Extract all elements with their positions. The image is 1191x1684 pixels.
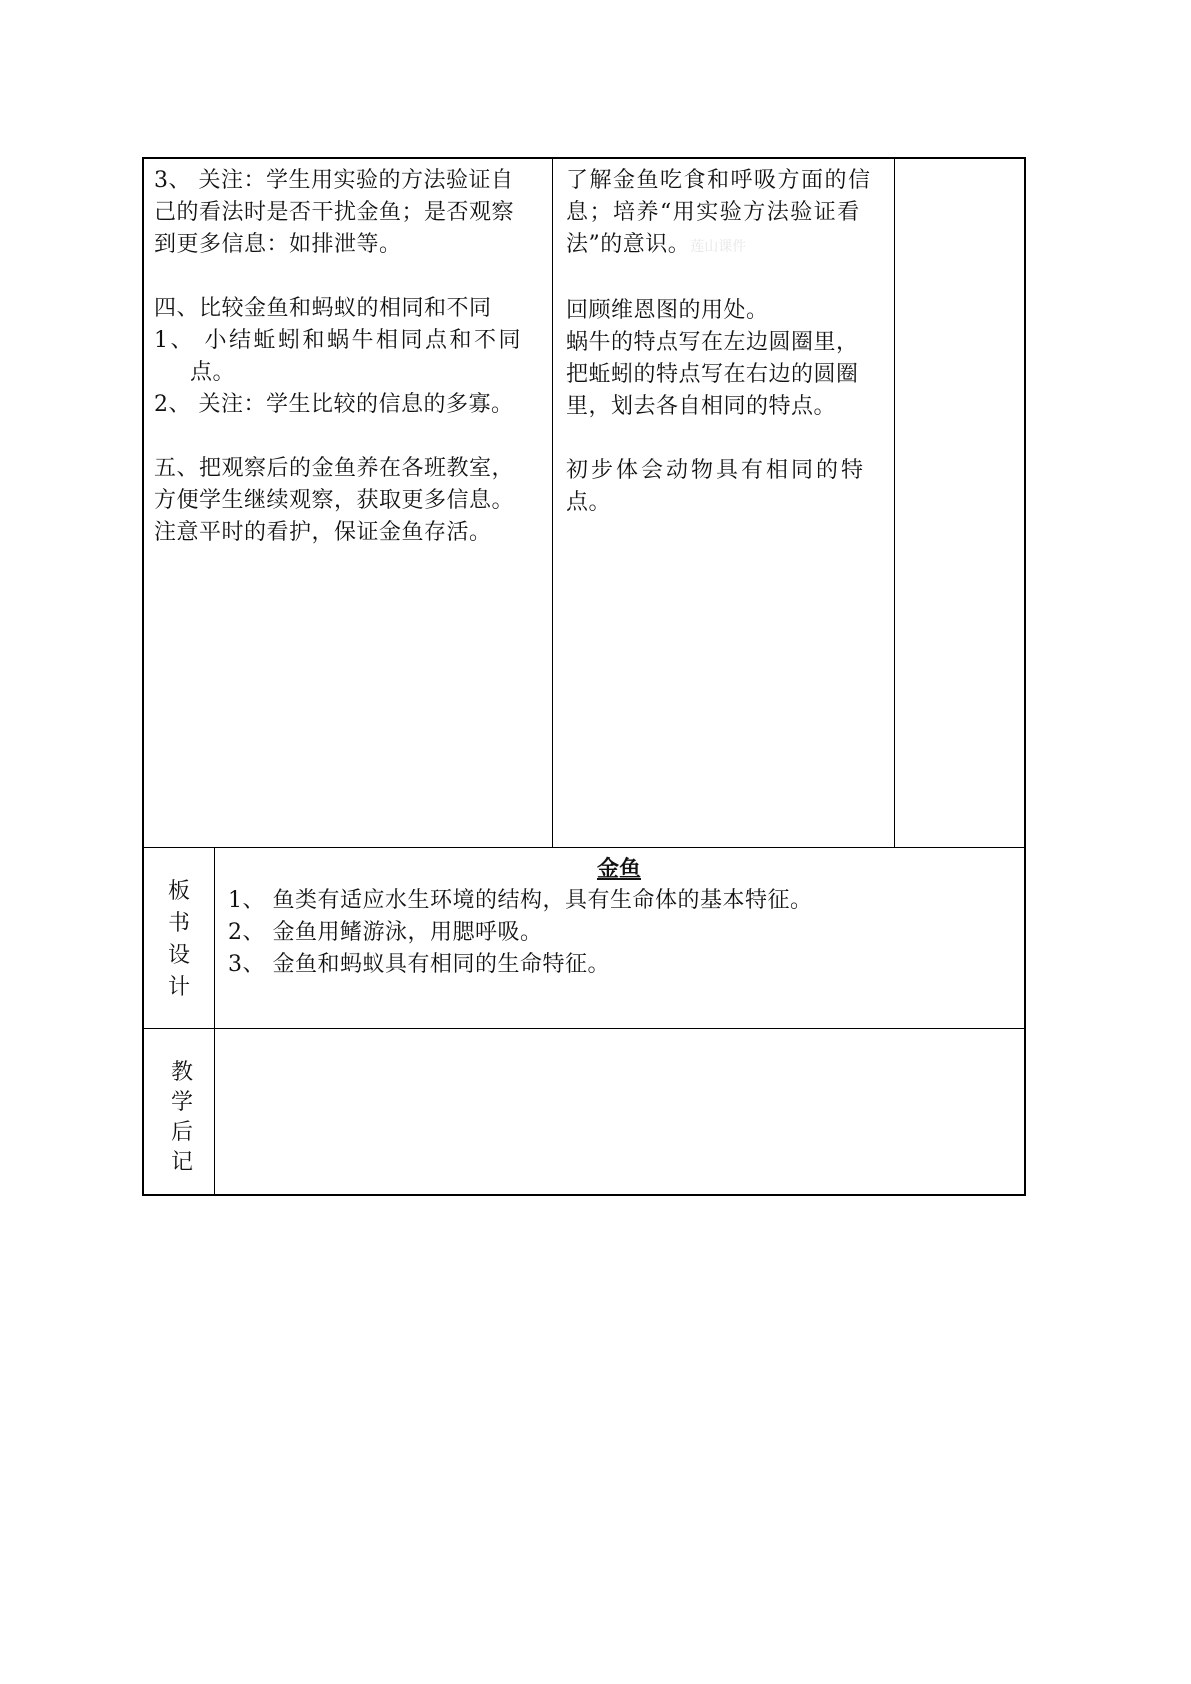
board-items bbox=[228, 885, 813, 981]
teaching-postscript-label: 教 学 后 记 bbox=[170, 1060, 193, 1175]
note-3-line2: 己的看法时是否干扰金鱼；是否观察 bbox=[154, 200, 515, 225]
intent-2-line2: 蜗牛的特点写在左边圆圈里， bbox=[566, 330, 859, 355]
board-item-2: 2、 金鱼用鳍游泳，用腮呼吸。 bbox=[228, 920, 543, 945]
section-5-line3: 注意平时的看护，保证金鱼存活。 bbox=[154, 520, 492, 545]
intent-1-line1: 了解金鱼吃食和呼吸方面的信 bbox=[566, 168, 872, 193]
intent-3-line2: 点。 bbox=[566, 490, 612, 515]
note-3-line3: 到更多信息：如排泄等。 bbox=[154, 232, 402, 257]
design-intent-cell bbox=[566, 165, 891, 519]
intent-3-line1: 初步体会动物具有相同的特 bbox=[566, 458, 867, 483]
row-divider-2 bbox=[142, 1028, 1026, 1029]
board-title: 金鱼 bbox=[596, 857, 641, 882]
intent-2-line1: 回顾维恩图的用处。 bbox=[566, 298, 769, 323]
intent-1-line2: 息；培养“用实验方法验证看 bbox=[566, 200, 861, 225]
section-4-title: 四、比较金鱼和蚂蚁的相同和不同 bbox=[154, 296, 492, 321]
board-design-label: 板 书 设 计 bbox=[167, 879, 190, 1000]
upper-divider-2 bbox=[894, 157, 895, 847]
note-3-line1: 3、 关注：学生用实验的方法验证自 bbox=[154, 168, 514, 193]
section-5-line2: 方便学生继续观察，获取更多信息。 bbox=[154, 488, 515, 513]
section-4-item-2: 2、 关注：学生比较的信息的多寡。 bbox=[154, 392, 514, 417]
board-item-1: 1、 鱼类有适应水生环境的结构，具有生命体的基本特征。 bbox=[228, 888, 813, 913]
board-item-3: 3、 金鱼和蚂蚁具有相同的生命特征。 bbox=[228, 952, 610, 977]
watermark-text: 莲山课件 bbox=[690, 239, 747, 255]
upper-divider-1 bbox=[552, 157, 553, 847]
row-divider-1 bbox=[142, 847, 1026, 848]
section-5-line1: 五、把观察后的金鱼养在各班教室， bbox=[154, 456, 515, 481]
intent-2-line4: 里，划去各自相同的特点。 bbox=[566, 394, 837, 419]
intent-1-line3: 法”的意识。莲山课件 bbox=[566, 232, 747, 257]
intent-2-line3: 把蚯蚓的特点写在右边的圆圈 bbox=[566, 362, 859, 387]
section-4-item-1-cont: 点。 bbox=[190, 360, 236, 385]
section-4-item-1: 1、 小结蚯蚓和蜗牛相同点和不同 bbox=[154, 328, 523, 353]
teacher-activity-cell bbox=[154, 165, 549, 549]
